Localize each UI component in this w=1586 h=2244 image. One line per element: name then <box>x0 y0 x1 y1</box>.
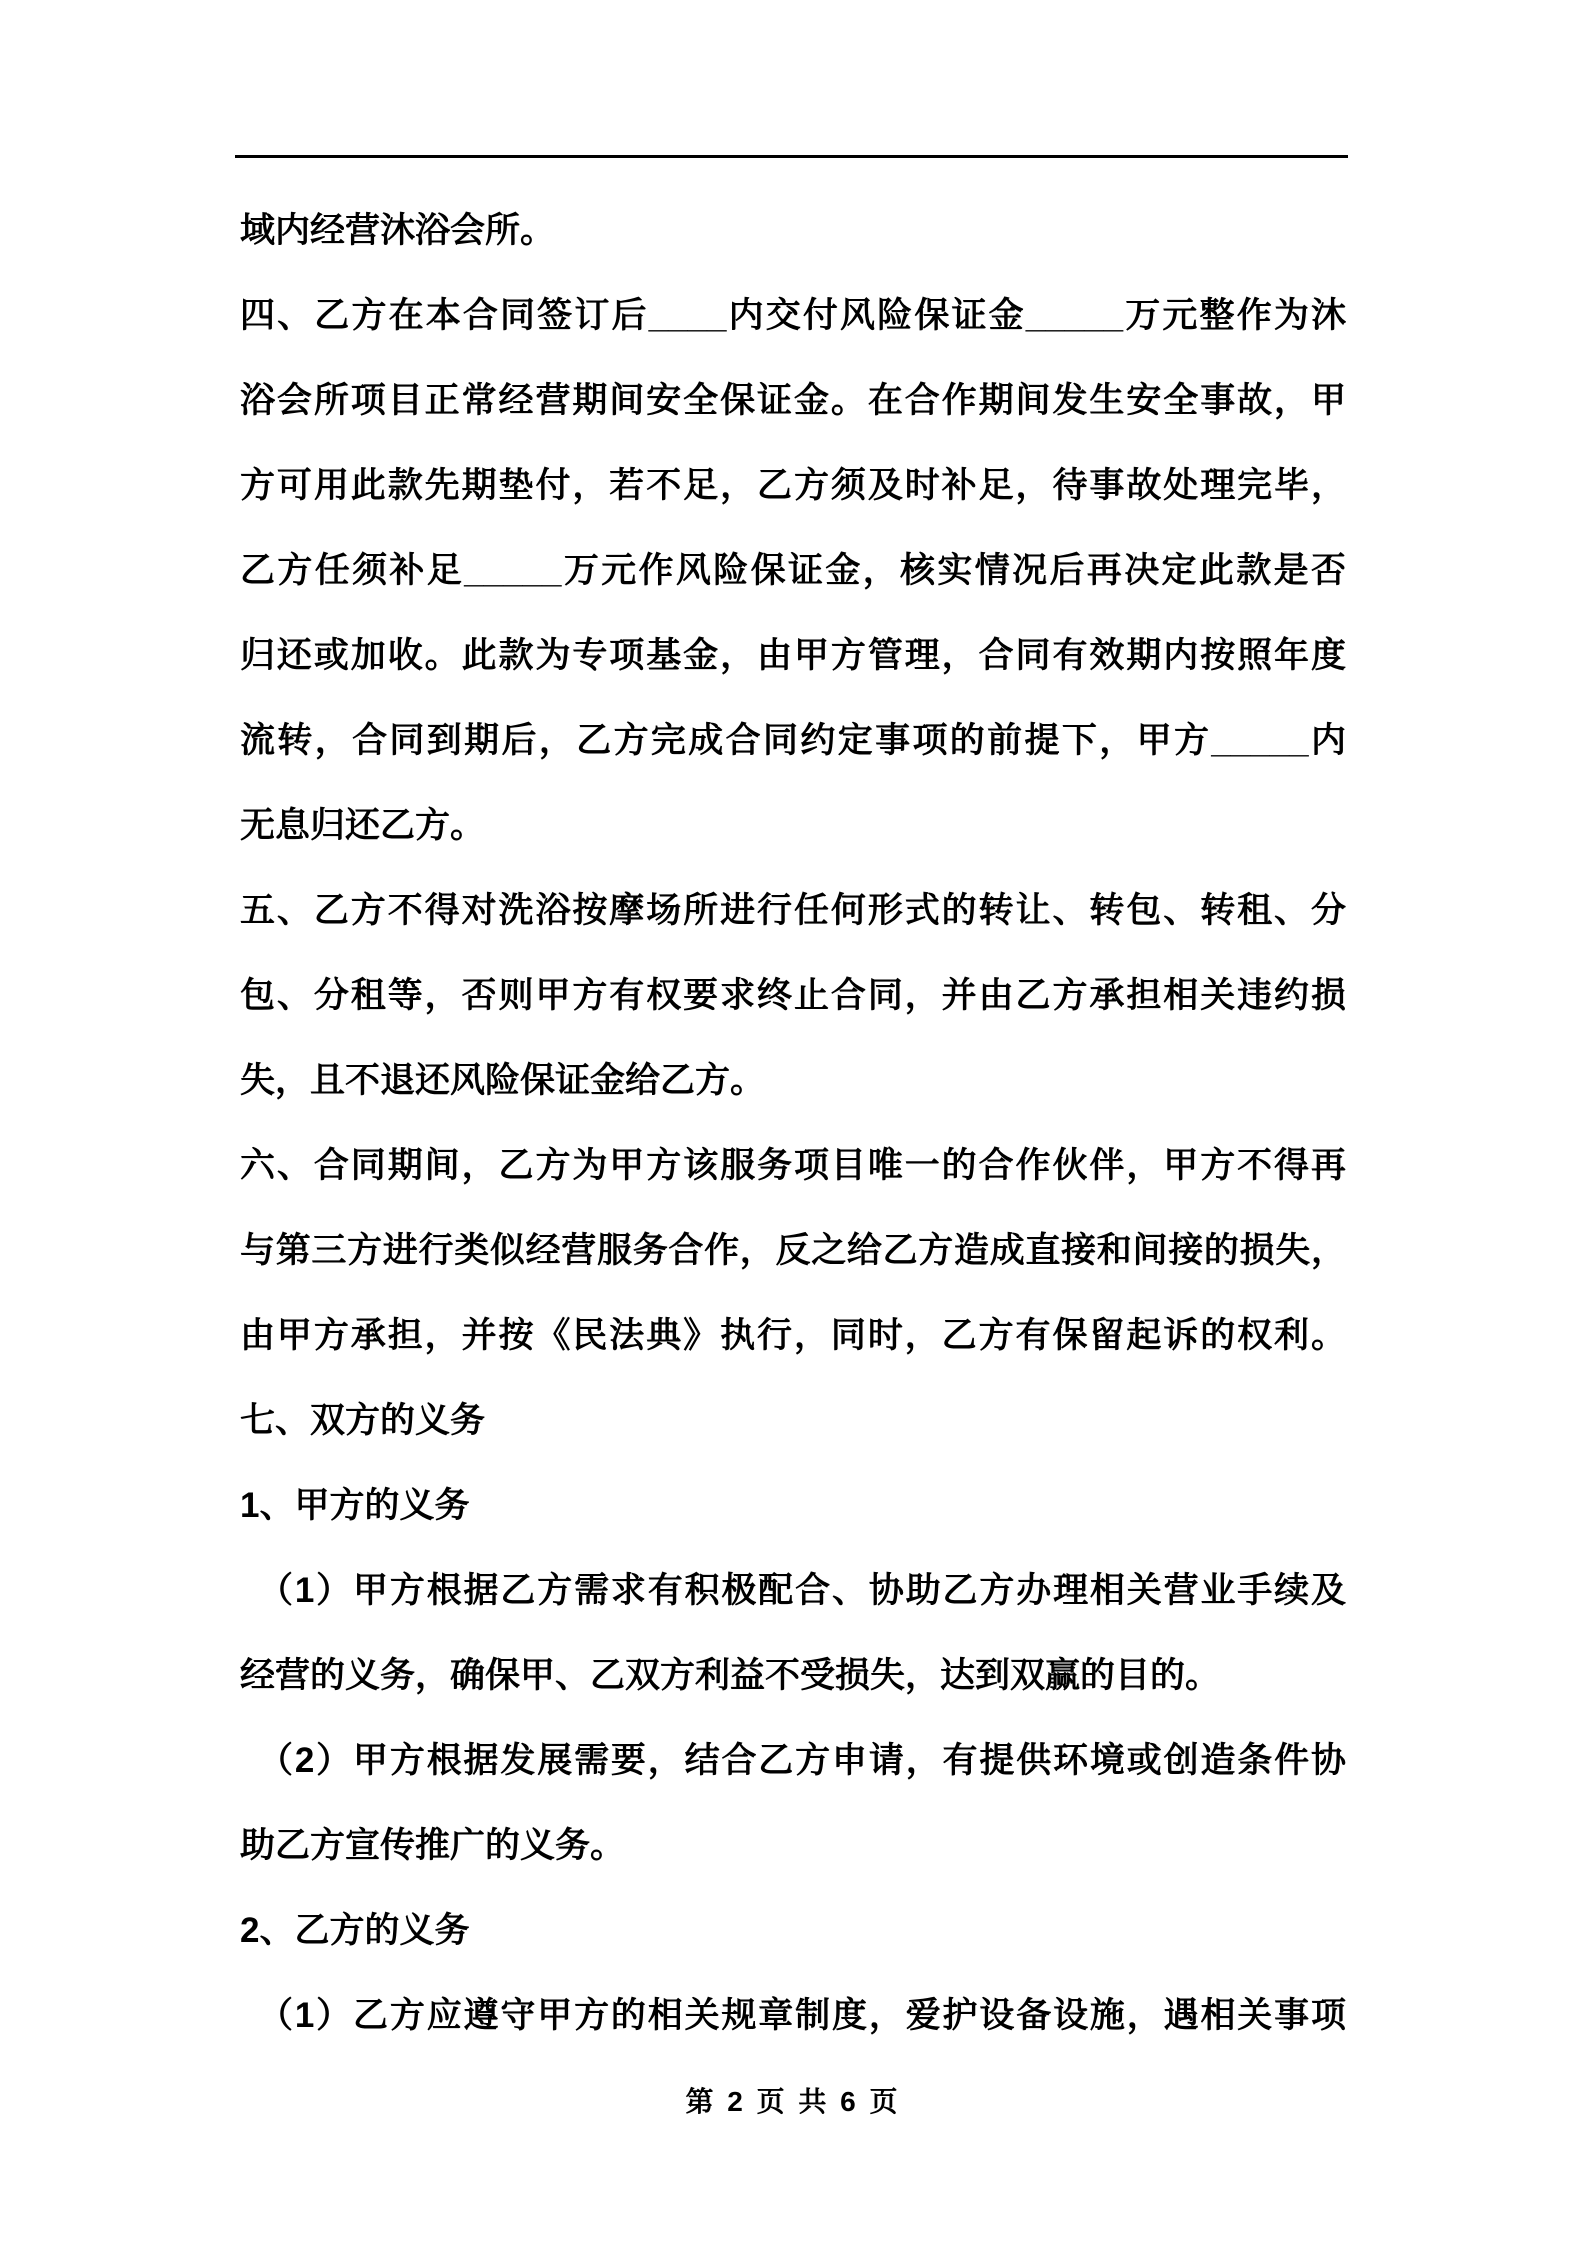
section-heading: 七、双方的义务 <box>240 1401 486 1440</box>
subsection-heading: 1、甲方的义务 <box>240 1486 470 1525</box>
text-line: 四、乙方在本合同签订后____内交付风险保证金_____万元整作为沐 <box>240 296 1346 335</box>
text-line: 五、乙方不得对洗浴按摩场所进行任何形式的转让、转包、转租、分 <box>240 891 1346 930</box>
text-line: 浴会所项目正常经营期间安全保证金。在合作期间发生安全事故，甲 <box>240 381 1346 420</box>
text-line: 归还或加收。此款为专项基金，由甲方管理，合同有效期内按照年度 <box>240 636 1346 675</box>
text-line: 助乙方宣传推广的义务。 <box>240 1826 626 1865</box>
text-line: 六、合同期间，乙方为甲方该服务项目唯一的合作伙伴，甲方不得再 <box>240 1146 1346 1185</box>
text-line: 域内经营沐浴会所。 <box>240 211 556 250</box>
text-line: 失，且不退还风险保证金给乙方。 <box>240 1061 766 1100</box>
text-line: 经营的义务，确保甲、乙双方利益不受损失，达到双赢的目的。 <box>240 1656 1221 1695</box>
page-number: 第 2 页 共 6 页 <box>685 2086 901 2117</box>
text-line: 与第三方进行类似经营服务合作，反之给乙方造成直接和间接的损失， <box>240 1231 1346 1270</box>
text-line: （2）甲方根据发展需要，结合乙方申请，有提供环境或创造条件协 <box>258 1741 1346 1780</box>
text-line: 流转，合同到期后，乙方完成合同约定事项的前提下，甲方_____内 <box>240 721 1346 760</box>
subsection-heading: 2、乙方的义务 <box>240 1911 470 1950</box>
text-line: 乙方任须补足_____万元作风险保证金，核实情况后再决定此款是否 <box>240 551 1346 590</box>
header-divider <box>235 155 1348 158</box>
text-line: 方可用此款先期垫付，若不足，乙方须及时补足，待事故处理完毕， <box>240 466 1346 505</box>
text-line: 包、分租等，否则甲方有权要求终止合同，并由乙方承担相关违约损 <box>240 976 1346 1015</box>
page-footer <box>0 2080 1586 2120</box>
text-line: 由甲方承担，并按《民法典》执行，同时，乙方有保留起诉的权利。 <box>240 1316 1346 1355</box>
text-line: （1）甲方根据乙方需求有积极配合、协助乙方办理相关营业手续及 <box>258 1571 1346 1610</box>
contract-body <box>240 188 1346 2058</box>
text-line: 无息归还乙方。 <box>240 806 486 845</box>
text-line: （1）乙方应遵守甲方的相关规章制度，爱护设备设施，遇相关事项 <box>258 1996 1346 2035</box>
